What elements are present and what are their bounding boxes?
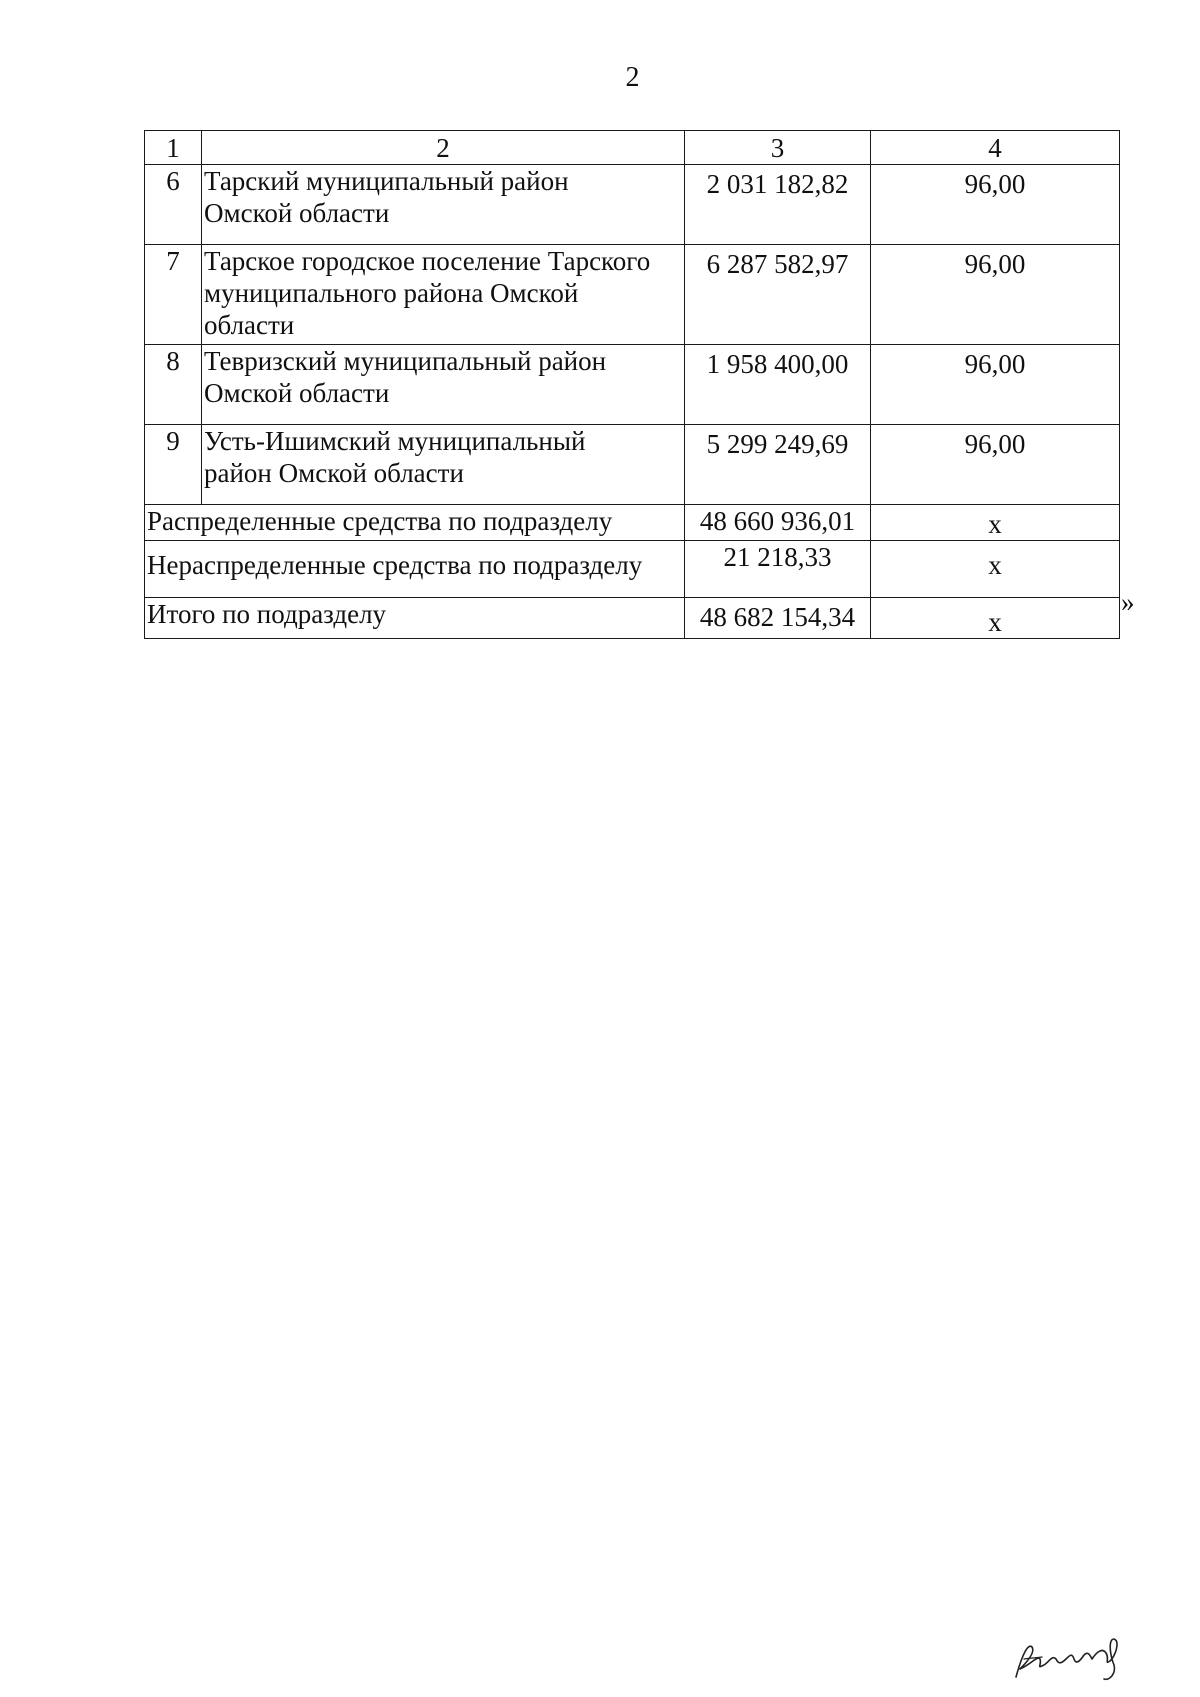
summary-mark: х: [871, 598, 1120, 639]
signature-drawing: [1010, 1625, 1130, 1685]
header-cell-4: 4: [871, 131, 1120, 165]
percent-cell: 96,00: [871, 245, 1120, 345]
row-number: 9: [145, 425, 202, 505]
summary-amount: 21 218,33: [685, 541, 871, 598]
percent-cell: 96,00: [871, 345, 1120, 425]
amount-cell: 6 287 582,97: [685, 245, 871, 345]
closing-quote: »: [1121, 587, 1135, 617]
table-row: [145, 245, 1120, 345]
page-number: 2: [625, 62, 640, 93]
row-number: 6: [145, 165, 202, 245]
header-cell-1: 1: [145, 131, 202, 165]
municipality-name: Тарское городское поселение Тарского муниципального района Омской области: [202, 245, 685, 345]
summary-mark: х: [871, 505, 1120, 541]
summary-label: Распределенные средства по подразделу: [145, 505, 685, 541]
municipality-name: Тарский муниципальный район Омской области: [202, 165, 685, 245]
summary-mark: х: [871, 541, 1120, 598]
summary-row-total: [145, 598, 1120, 639]
summary-row-undistributed: [145, 541, 1120, 598]
row-number: 8: [145, 345, 202, 425]
allocation-table: [144, 130, 1120, 639]
table-header-row: [145, 131, 1120, 165]
table-row: [145, 165, 1120, 245]
handwritten-signature: [1010, 1625, 1130, 1690]
summary-label: Итого по подразделу: [145, 598, 685, 639]
header-cell-3: 3: [685, 131, 871, 165]
table-row: [145, 345, 1120, 425]
percent-cell: 96,00: [871, 425, 1120, 505]
header-cell-2: 2: [202, 131, 685, 165]
summary-label: Нераспределенные средства по подразделу: [145, 541, 685, 598]
municipality-name: Усть-Ишимский муниципальный район Омской области: [202, 425, 685, 505]
amount-cell: 2 031 182,82: [685, 165, 871, 245]
summary-row-distributed: [145, 505, 1120, 541]
percent-cell: 96,00: [871, 165, 1120, 245]
summary-amount: 48 682 154,34: [685, 598, 871, 639]
municipality-name: Тевризский муниципальный район Омской области: [202, 345, 685, 425]
row-number: 7: [145, 245, 202, 345]
table-row: [145, 425, 1120, 505]
amount-cell: 5 299 249,69: [685, 425, 871, 505]
summary-amount: 48 660 936,01: [685, 505, 871, 541]
amount-cell: 1 958 400,00: [685, 345, 871, 425]
